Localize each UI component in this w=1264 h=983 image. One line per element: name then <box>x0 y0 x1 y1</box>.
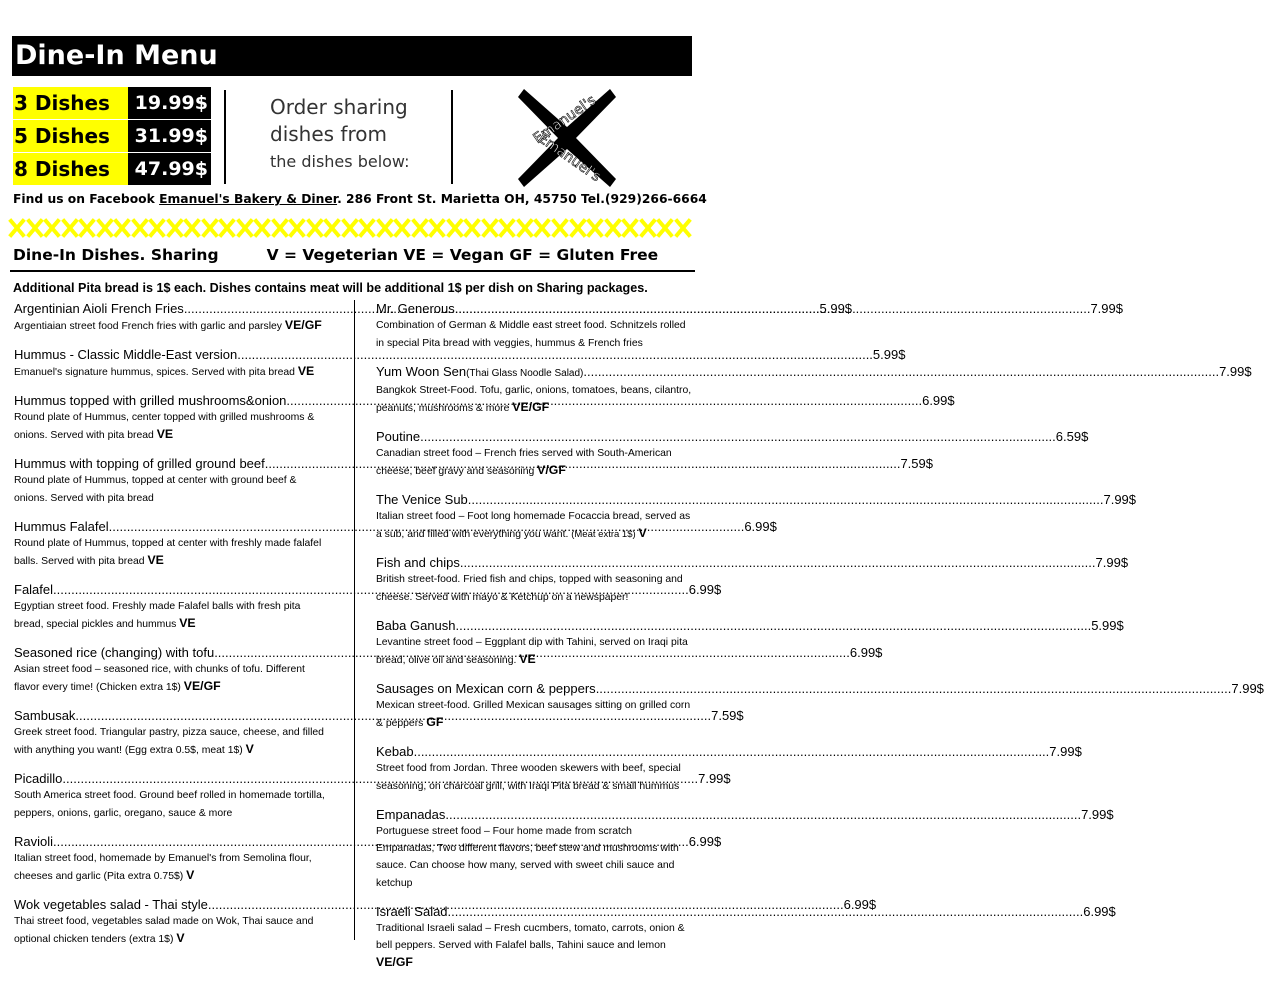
price-row-3-dishes <box>13 87 211 119</box>
menu-item-price: 7.99$ <box>1090 301 1123 316</box>
menu-item-desc-text: Round plate of Hummus, center topped with grilled mushrooms & onions. Served with pita bread <box>14 412 315 441</box>
price-value: 31.99$ <box>128 120 211 152</box>
price-value: 47.99$ <box>128 153 211 185</box>
logo-text-mirror: Emanuel's <box>535 130 604 186</box>
menu-item-desc-text: Mexican street-food. Grilled Mexican sausages sitting on grilled corn & peppers <box>376 700 691 729</box>
dot-leader <box>460 554 1096 571</box>
menu-item-name-line <box>376 617 1124 634</box>
x-mark-icon <box>28 220 42 236</box>
x-mark-icon <box>220 220 234 236</box>
menu-item-price: 7.99$ <box>1103 492 1137 507</box>
menu-item-name: Picadillo <box>14 771 63 786</box>
menu-item-price: 7.99$ <box>698 771 731 786</box>
diet-tag: VE <box>297 364 315 378</box>
menu-item-desc-text: Round plate of Hummus, topped at center with freshly made falafel balls. Served with pita bread <box>14 538 322 567</box>
menu-item-description <box>14 535 332 570</box>
x-mark-icon <box>98 220 112 236</box>
menu-item-desc-text: Egyptian street food. Freshly made Falafel balls with fresh pita bread, special pickles and hummus <box>14 601 301 630</box>
menu-item-name-line <box>376 554 1129 571</box>
menu-item-name: Seasoned rice (changing) with tofu <box>14 645 215 660</box>
menu-item-price: 6.59$ <box>1055 429 1089 444</box>
x-mark-icon <box>571 220 585 236</box>
menu-item-price: 6.99$ <box>849 645 883 660</box>
dot-leader <box>455 300 1091 317</box>
diet-tag: VE <box>147 553 164 567</box>
x-mark-icon <box>168 220 182 236</box>
menu-item-description <box>376 445 692 480</box>
menu-item-name-line <box>376 680 1264 697</box>
menu-item-desc-text: Round plate of Hummus, topped at center with ground beef & onions. Served with pita bread <box>14 475 297 504</box>
x-mark-icon <box>115 220 129 236</box>
price-label: 3 Dishes <box>13 87 128 119</box>
menu-item-description <box>14 661 332 696</box>
menu-item-description <box>376 760 692 795</box>
menu-item-price: 7.99$ <box>1219 364 1252 379</box>
x-mark-icon <box>535 220 549 236</box>
menu-item-desc-text: Emanuel's signature hummus, spices. Served with pita bread <box>14 367 295 378</box>
menu-item-description <box>376 571 692 606</box>
menu-item-name: Argentinian Aioli French Fries <box>14 301 184 316</box>
menu-item-desc-text: Bangkok Street-Food. Tofu, garlic, onions, tomatoes, beans, cilantro, peanuts, mushrooms & more <box>376 385 692 414</box>
menu-item-name-line <box>376 743 1082 760</box>
menu-item-price: 7.99$ <box>1081 807 1114 822</box>
menu-item-description <box>376 634 692 669</box>
menu-item-price: 6.99$ <box>688 834 722 849</box>
x-mark-icon <box>343 220 357 236</box>
menu-item-name: The Venice Sub <box>376 492 468 507</box>
menu-item-name: Wok vegetables salad - Thai style <box>14 897 208 912</box>
price-row-8-dishes <box>13 153 211 185</box>
menu-item-name: Ravioli <box>14 834 54 849</box>
contact-line <box>13 192 707 206</box>
menu-item-name: Hummus Falafel <box>14 519 109 534</box>
menu-item-desc-text: Italian street food, homemade by Emanuel's from Semolina flour, cheeses and garlic (Pita extra 0.75$) <box>14 853 312 882</box>
menu-item-name-line <box>376 428 1089 445</box>
menu-item-name: Poutine <box>376 429 421 444</box>
menu-item-description <box>14 598 332 633</box>
decorative-x-row <box>10 220 690 236</box>
diet-tag: VE/GF <box>183 679 221 693</box>
diet-tag: VE/GF <box>512 400 550 414</box>
diet-tag: V <box>186 868 195 882</box>
x-mark-icon <box>308 220 322 236</box>
menu-item-note: (Meat extra 1$) <box>571 529 636 540</box>
menu-item-price: 6.99$ <box>1083 904 1116 919</box>
header-divider-left <box>224 90 226 184</box>
x-mark-icon <box>238 220 252 236</box>
menu-item <box>376 903 1116 972</box>
menu-item-name-line <box>14 346 906 363</box>
menu-item-name: Sambusak <box>14 708 76 723</box>
menu-item-name-line <box>376 491 1137 508</box>
x-mark-icon <box>395 220 409 236</box>
x-mark-icon <box>413 220 427 236</box>
x-mark-icon <box>45 220 59 236</box>
x-mark-icon <box>606 220 620 236</box>
menu-item-name-note: (Thai Glass Noodle Salad) <box>466 368 584 379</box>
menu-item-price: 7.59$ <box>711 708 744 723</box>
menu-item-desc-text: Traditional Israeli salad – Fresh cucmbers, tomato, carrots, onion & bell peppers. Served with Falafel balls, Tahini sauce and lemon <box>376 923 685 951</box>
dot-leader <box>448 903 1084 920</box>
x-mark-icon <box>80 220 94 236</box>
menu-item-desc-text: Portuguese street food – Four home made from scratch Empanadas, Two different flavors, beef stew and mushrooms with sauce. Can choose how many, served with sweet chili sauce and ketchup <box>376 826 679 889</box>
menu-item-name-line <box>14 833 722 850</box>
menu-item <box>376 743 1082 795</box>
diet-tag: V <box>638 526 647 540</box>
logo-text: Emanuel's <box>530 92 599 148</box>
menu-item-desc-text: Canadian street food – French fries served with South-American cheese, beef gravy and seasoning <box>376 448 672 477</box>
menu-item-name: Kebab <box>376 744 414 759</box>
menu-item-price: 5.99$ <box>872 347 906 362</box>
sharing-price-table <box>13 87 211 186</box>
x-mark-icon <box>325 220 339 236</box>
menu-item-description <box>376 317 692 352</box>
diet-tag: VE <box>519 652 536 666</box>
menu-item-description <box>376 697 692 732</box>
dot-leader <box>596 680 1232 697</box>
x-mark-icon <box>430 220 444 236</box>
menu-item-desc-text: Argentiaian street food French fries with garlic and parsley <box>14 321 282 332</box>
diet-tag: VE/GF <box>284 318 322 332</box>
menu-item-price: 7.99$ <box>1095 555 1129 570</box>
x-mark-icon <box>203 220 217 236</box>
order-sharing-text <box>270 94 440 175</box>
dot-leader <box>414 743 1050 760</box>
menu-item-name: Fish and chips <box>376 555 460 570</box>
menu-item-description <box>14 409 332 444</box>
dot-leader <box>468 491 1104 508</box>
menu-item-description <box>14 850 332 885</box>
price-label: 5 Dishes <box>13 120 128 152</box>
menu-item-price: 7.59$ <box>900 456 933 471</box>
dishes-title: Dine-In Dishes. Sharing <box>13 246 219 264</box>
dot-leader <box>583 363 1219 380</box>
price-value: 19.99$ <box>128 87 211 119</box>
menu-item-name: Mr. Generous <box>376 301 455 316</box>
menu-item-desc-text: Combination of German & Middle east street food. Schnitzels rolled in special Pita bread with veggies, hummus & French fries <box>376 320 686 349</box>
menu-item-name-line <box>376 363 1252 382</box>
menu-item-desc-text: South America street food. Ground beef rolled in homemade tortilla, peppers, onions, garlic, oregano, sauce & more <box>14 790 325 819</box>
logo-cross-graphic <box>518 89 616 187</box>
x-mark-icon <box>273 220 287 236</box>
additional-note: Additional Pita bread is 1$ each. Dishes contains meat will be additional 1$ per dish on Sharing packages. <box>13 281 648 295</box>
menu-item-description <box>376 508 692 543</box>
menu-item-description <box>376 823 692 892</box>
x-mark-icon <box>255 220 269 236</box>
x-mark-icon <box>518 220 532 236</box>
menu-item-name: Sausages on Mexican corn & peppers <box>376 681 596 696</box>
order-text-line-3: the dishes below: <box>270 152 410 171</box>
menu-item-desc-text: Levantine street food – Eggplant dip with Tahini, served on Iraqi pita bread, olive oil and seasoning. <box>376 637 688 666</box>
x-mark-icon <box>378 220 392 236</box>
x-mark-icon <box>676 220 690 236</box>
menu-item-description <box>14 913 332 948</box>
x-mark-icon <box>63 220 77 236</box>
menu-item-desc-text: Greek street food. Triangular pastry, pizza sauce, cheese, and filled with anything you want! (Egg extra 0.5$, meat 1$) <box>14 727 324 756</box>
diet-tag: V <box>245 742 254 756</box>
menu-item-description <box>14 363 332 381</box>
x-mark-icon <box>553 220 567 236</box>
x-mark-icon <box>185 220 199 236</box>
menu-item-description <box>14 472 332 507</box>
menu-item-desc-text: Italian street food – Foot long homemade Focaccia bread, served as a sub, and filled with everything you want. <box>376 511 691 540</box>
contact-address: . 286 Front St. Marietta OH, 45750 Tel.(929)266-6664 <box>337 192 707 206</box>
x-mark-icon <box>290 220 304 236</box>
diet-tag: VE <box>156 427 174 441</box>
menu-item-desc-text: British street-food. Fried fish and chips, topped with seasoning and cheese. Served with mayo & Ketchup on a newspaper! <box>376 574 683 603</box>
menu-item-name: Hummus topped with grilled mushrooms&onion <box>14 393 287 408</box>
menu-item-name: Hummus with topping of grilled ground beef <box>14 456 265 471</box>
dot-leader <box>420 428 1056 445</box>
x-mark-icon <box>360 220 374 236</box>
diet-tag: VE/GF <box>376 955 413 969</box>
menu-item-name: Hummus - Classic Middle-East version <box>14 347 238 362</box>
order-text-line-1: Order sharing <box>270 95 408 119</box>
dishes-header <box>13 246 693 264</box>
menu-item-description <box>14 317 332 335</box>
menu-item-name: Baba Ganush <box>376 618 456 633</box>
menu-item-description <box>14 724 332 759</box>
x-mark-icon <box>448 220 462 236</box>
menu-item-name-line <box>376 806 1114 823</box>
price-row-5-dishes <box>13 120 211 152</box>
contact-prefix: Find us on Facebook <box>13 192 160 206</box>
menu-item-name: Israeli Salad <box>376 904 448 919</box>
menu-item-description <box>376 920 692 972</box>
diet-tag: VE <box>179 616 196 630</box>
menu-item-name-line <box>376 903 1116 920</box>
menu-item-description <box>14 787 332 822</box>
menu-title: Dine-In Menu <box>12 36 692 76</box>
dot-leader <box>456 617 1092 634</box>
price-label: 8 Dishes <box>13 153 128 185</box>
menu-item-desc-text: Thai street food, vegetables salad made on Wok, Thai sauce and optional chicken tenders (extra 1$) <box>14 916 314 945</box>
menu-item-price: 7.99$ <box>1231 681 1264 696</box>
menu-item-desc-text: Asian street food – seasoned rice, with chunks of tofu. Different flavor every time! (Chicken extra 1$) <box>14 664 305 693</box>
diet-tag: V <box>176 931 185 945</box>
x-mark-icon <box>10 220 24 236</box>
menu-item-price: 6.99$ <box>922 393 955 408</box>
facebook-link[interactable]: Emanuel's Bakery & Diner <box>159 192 338 206</box>
x-mark-icon <box>658 220 672 236</box>
order-text-line-2: dishes from <box>270 122 387 146</box>
x-mark-icon <box>150 220 164 236</box>
menu-item-name: Yum Woon Sen <box>376 364 467 379</box>
x-mark-icon <box>465 220 479 236</box>
x-mark-icon <box>133 220 147 236</box>
column-divider <box>354 300 355 940</box>
emanuels-logo <box>518 89 616 187</box>
menu-item-price: 7.99$ <box>1049 744 1082 759</box>
x-mark-icon <box>483 220 497 236</box>
diet-legend: V = Vegeterian VE = Vegan GF = Gluten Free <box>266 246 659 264</box>
x-mark-icon <box>500 220 514 236</box>
diet-tag: V/GF <box>537 463 566 477</box>
x-mark-icon <box>641 220 655 236</box>
menu-item-desc-text: Street food from Jordan. Three wooden skewers with beef, special seasoning, on charcoal grill, with Iraqi Pita bread & small hummus <box>376 763 681 792</box>
menu-item-price: 5.99$ <box>819 301 853 316</box>
menu-item-name: Falafel <box>14 582 54 597</box>
menu-item-description <box>376 382 692 417</box>
header-rule <box>10 270 695 272</box>
x-mark-icon <box>588 220 602 236</box>
menu-item-price: 6.99$ <box>744 519 777 534</box>
header-divider-right <box>451 90 453 184</box>
menu-item-price: 6.99$ <box>843 897 877 912</box>
diet-tag: GF <box>426 715 444 729</box>
dot-leader <box>445 806 1081 823</box>
menu-item-price: 6.99$ <box>688 582 722 597</box>
menu-item-price: 5.99$ <box>1091 618 1124 633</box>
x-mark-icon <box>623 220 637 236</box>
menu-item-name: Empanadas <box>376 807 446 822</box>
